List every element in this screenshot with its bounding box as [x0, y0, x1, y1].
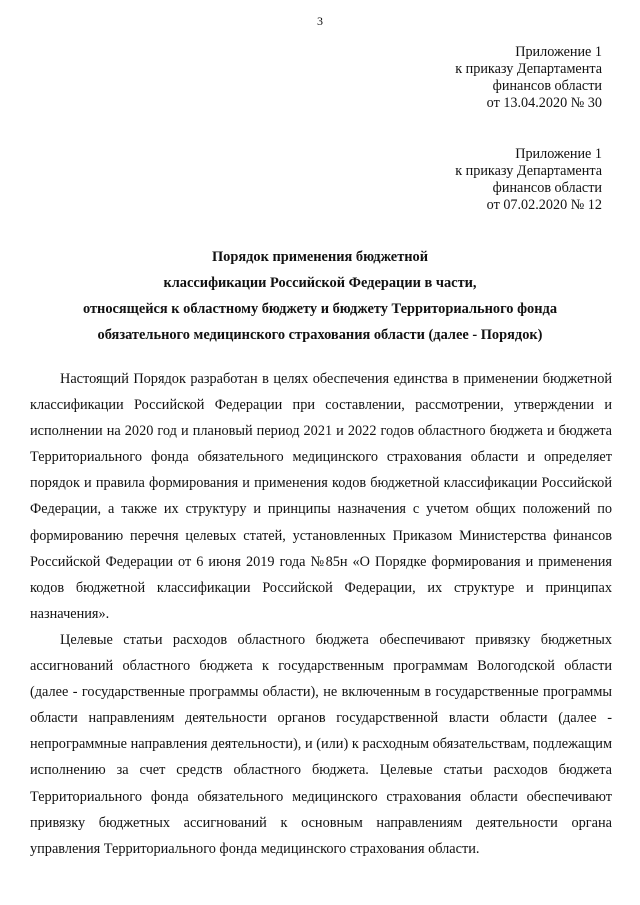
annex-current-heading [455, 44, 602, 112]
annex-department: финансов области [492, 78, 602, 94]
annex-label: Приложение 1 [515, 44, 602, 60]
body-paragraph: Целевые статьи расходов областного бюджета обеспечивают привязку бюджетных ассигнований областного бюджета к государственным программам Вологодской области (далее - государственные программы области), не включенным в государственные программы области направлениям деятельности органов государственной власти области (далее - непрограммные направления деятельности), и (или) к расходным обязательствам, подлежащим исполнению за счет средств областного бюджета. Целевые статьи расходов бюджета Территориального фонда обязательного медицинского страхования области обеспечивают привязку бюджетных ассигнований к основным направлениям деятельности органа управления Территориального фонда медицинского страхования области. [30, 631, 612, 857]
body-paragraph: Настоящий Порядок разработан в целях обеспечения единства в применении бюджетной классификации Российской Федерации при составлении, рассмотрении, утверждении и исполнении на 2020 год и плановый период 2021 и 2022 годов областного бюджета и бюджета Территориального фонда обязательного медицинского страхования области и определяет порядок и правила формирования и применения кодов бюджетной классификации Российской Федерации, а также их структуру и принципы назначения с учетом общих положений по формированию перечня целевых статей, установленных Приказом Министерства финансов Российской Федерации от 6 июня 2019 года №85н «О Порядке формирования и применения кодов бюджетной классификации Российской Федерации, их структуре и принципах назначения». [30, 371, 612, 622]
document-body [30, 366, 612, 862]
page-number: 3 [317, 14, 323, 28]
annex-order-date: от 13.04.2020 № 30 [486, 95, 602, 111]
annex-department: финансов области [492, 180, 602, 196]
document-title [0, 244, 640, 348]
title-line: обязательного медицинского страхования области (далее - Порядок) [97, 327, 543, 343]
annex-label: Приложение 1 [515, 146, 602, 162]
annex-order-date: от 07.02.2020 № 12 [486, 197, 602, 213]
title-line: классификации Российской Федерации в части, [163, 275, 477, 291]
title-line: Порядок применения бюджетной [211, 249, 429, 265]
annex-order-reference: к приказу Департамента [455, 61, 602, 77]
title-line: относящейся к областному бюджету и бюджету Территориального фонда [82, 301, 558, 317]
annex-order-reference: к приказу Департамента [455, 163, 602, 179]
annex-original-heading [455, 146, 602, 214]
